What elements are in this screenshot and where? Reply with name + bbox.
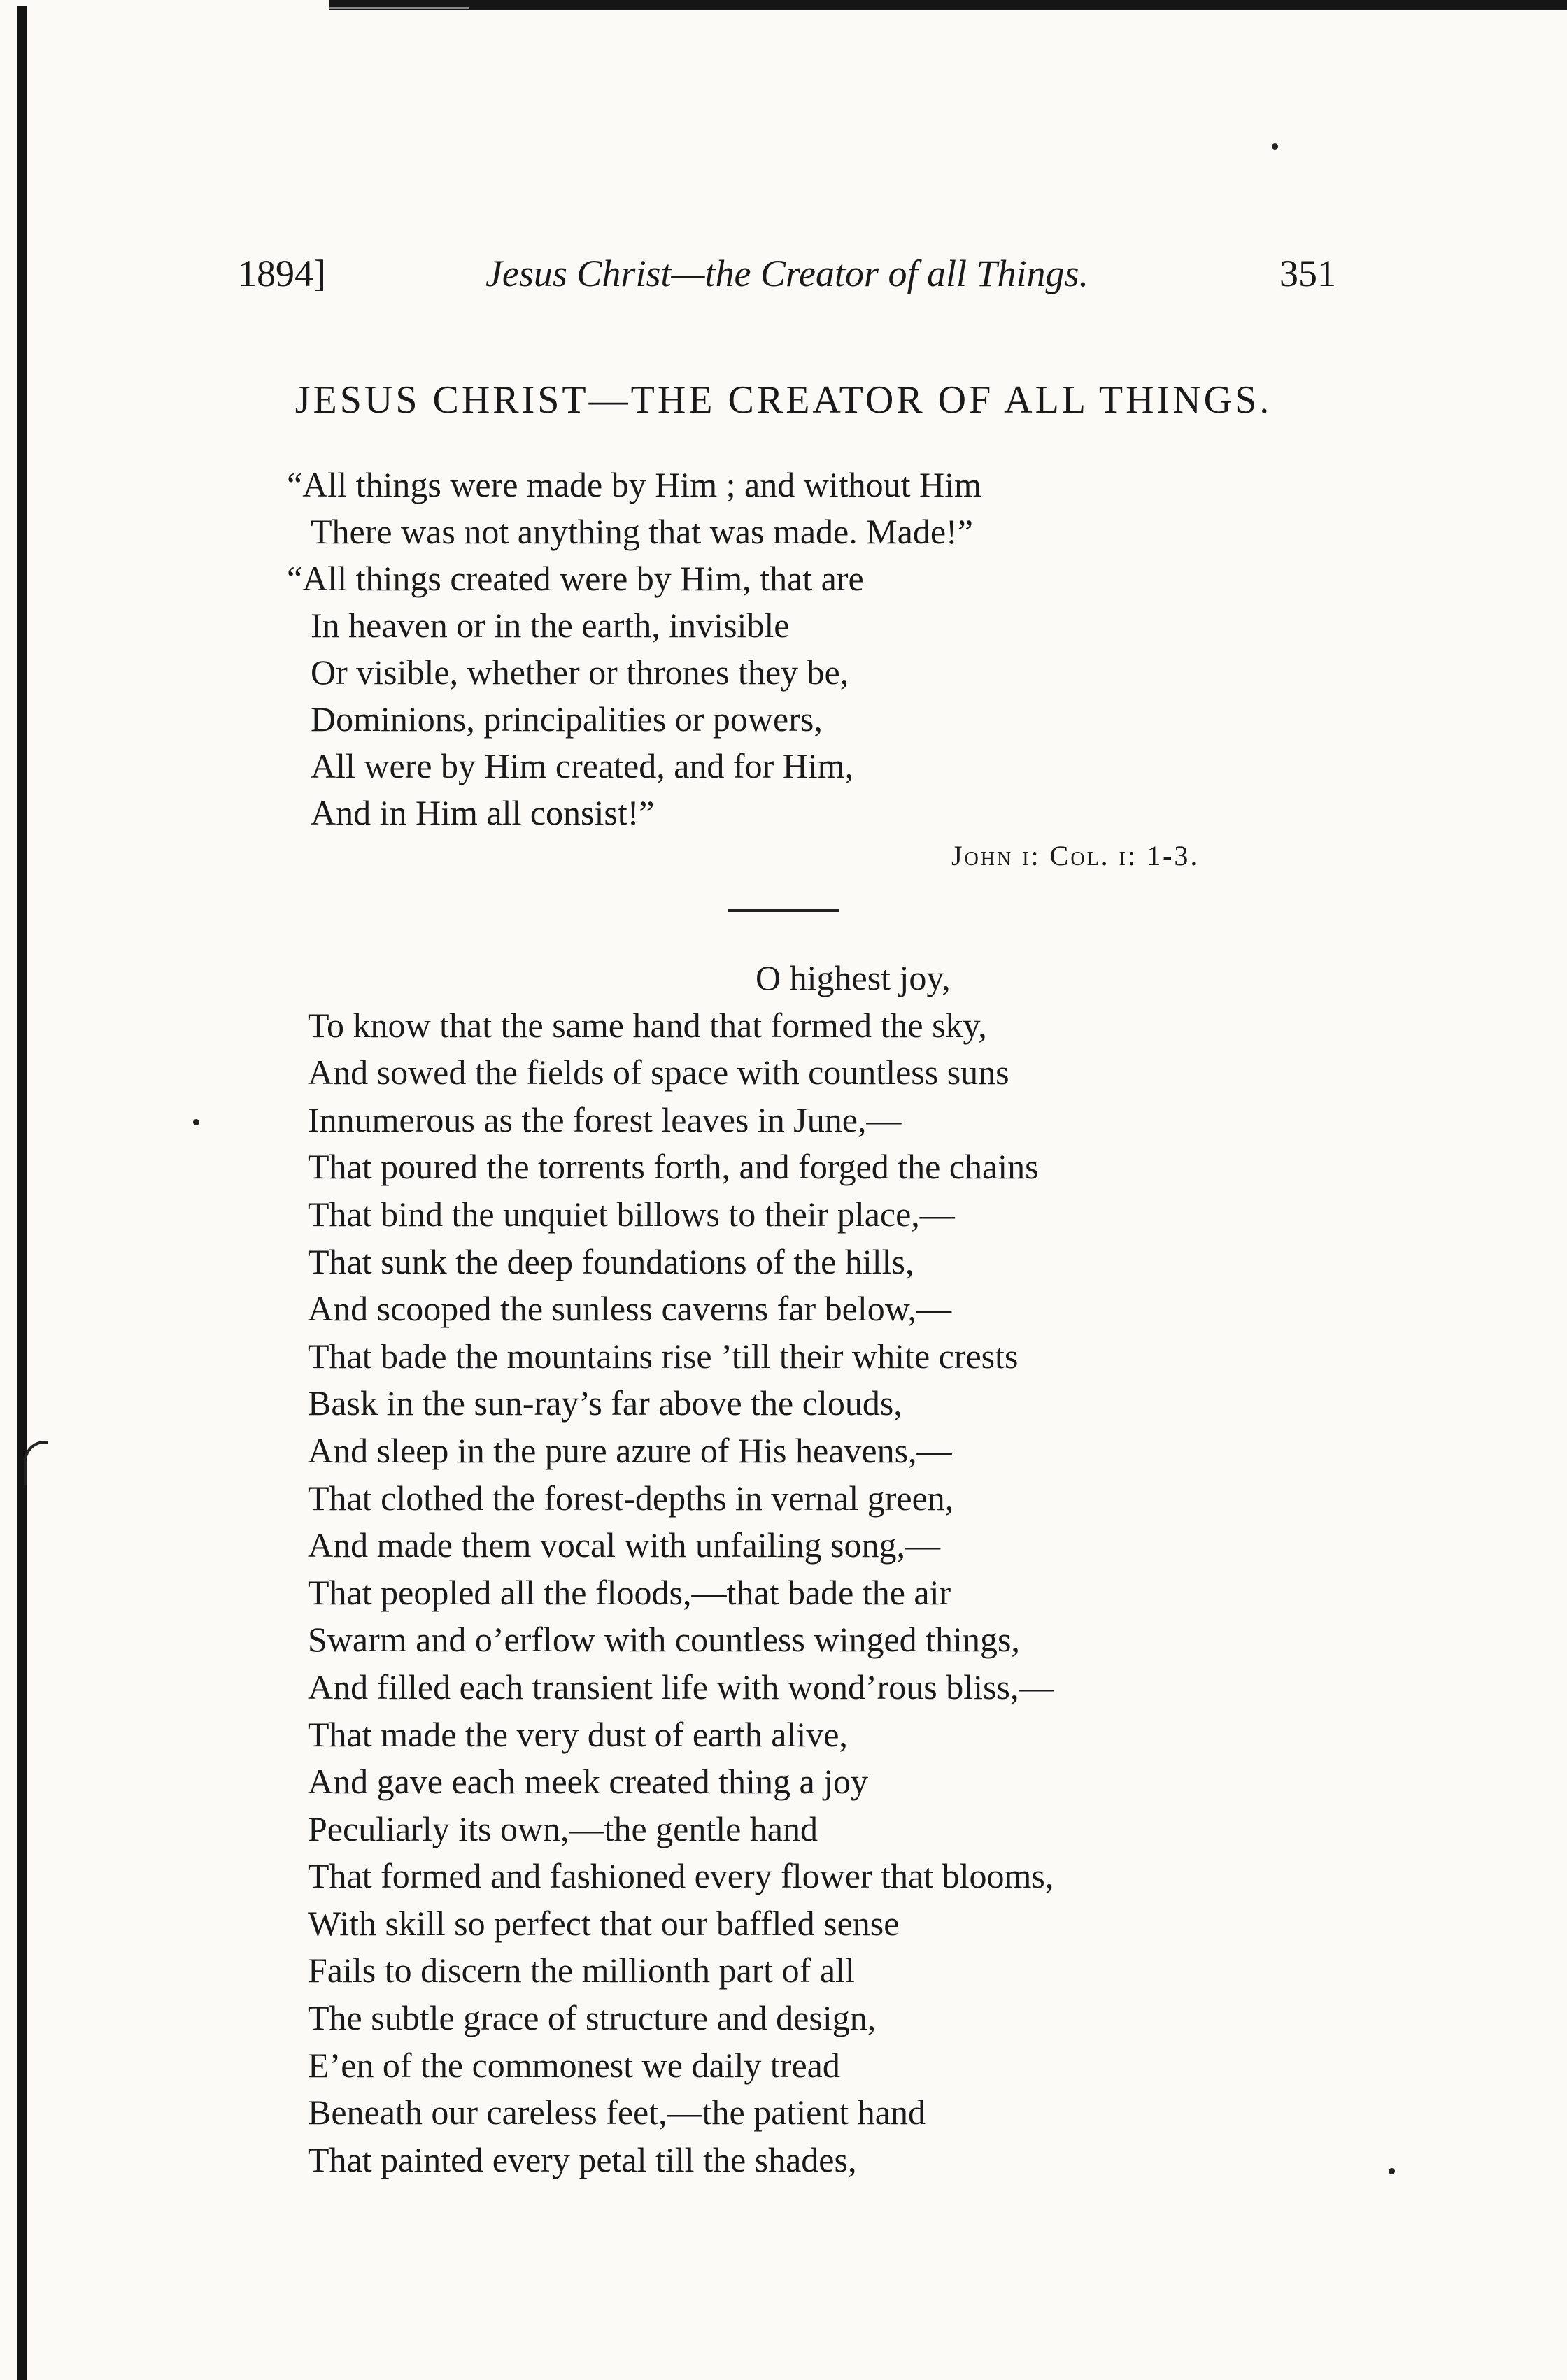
poem-line: And sleep in the pure azure of His heavens,— — [308, 1430, 952, 1470]
poem-line: That bade the mountains rise ’till their white crests — [308, 1336, 1019, 1376]
epigraph-line: There was not anything that was made. Made!” — [311, 512, 973, 551]
epigraph-line: “All things created were by Him, that are — [287, 559, 864, 598]
epigraph-citation: John i: Col. i: 1-3. — [951, 840, 1200, 871]
section-divider — [728, 909, 839, 912]
scan-edge-left — [17, 6, 27, 2380]
poem-line: And sowed the fields of space with countless suns — [308, 1053, 1009, 1092]
poem-line: And scooped the sunless caverns far below,— — [308, 1289, 952, 1329]
epigraph-line: All were by Him created, and for Him, — [311, 746, 854, 785]
page-number: 351 — [1279, 252, 1336, 294]
poem-line: Innumerous as the forest leaves in June,— — [308, 1099, 902, 1139]
poem-line: That painted every petal till the shades, — [308, 2139, 857, 2179]
epigraph-line: “All things were made by Him ; and without Him — [287, 465, 981, 504]
header-year: 1894] — [238, 252, 326, 294]
scan-speck — [1272, 143, 1278, 150]
poem-line: That poured the torrents forth, and forged the chains — [308, 1147, 1039, 1187]
scan-edge-top-thin — [329, 7, 469, 9]
poem-line: That sunk the deep foundations of the hills, — [308, 1241, 914, 1281]
poem-line: O highest joy, — [756, 958, 951, 997]
poem-line: Swarm and o’erflow with countless winged things, — [308, 1620, 1020, 1660]
running-header — [238, 252, 1336, 308]
poem-line: And made them vocal with unfailing song,— — [308, 1525, 941, 1565]
epigraph-line: Dominions, principalities or powers, — [311, 699, 823, 739]
scan-speck — [193, 1119, 199, 1125]
poem-line: And filled each transient life with wond’rous bliss,— — [308, 1667, 1054, 1706]
poem-line: E’en of the commonest we daily tread — [308, 2045, 840, 2085]
poem-body — [308, 955, 1054, 2183]
scan-edge-top — [329, 0, 1567, 10]
poem-line: Peculiarly its own,—the gentle hand — [308, 1809, 818, 1848]
epigraph-line: In heaven or in the earth, invisible — [311, 606, 790, 645]
poem-line: Bask in the sun-ray’s far above the clouds, — [308, 1383, 902, 1423]
poem-line: Fails to discern the millionth part of all — [308, 1951, 855, 1990]
scan-edge-mark — [24, 1441, 48, 1485]
poem-line: That made the very dust of earth alive, — [308, 1714, 848, 1754]
epigraph-line: And in Him all consist!” — [311, 793, 655, 832]
scan-speck — [1389, 2168, 1395, 2174]
poem-line: And gave each meek created thing a joy — [308, 1762, 869, 1802]
poem-line: That formed and fashioned every flower that blooms, — [308, 1856, 1054, 1896]
poem-line: With skill so perfect that our baffled sense — [308, 1903, 900, 1943]
poem-line: That peopled all the floods,—that bade the air — [308, 1572, 951, 1612]
epigraph-line: Or visible, whether or thrones they be, — [311, 653, 849, 692]
poem-line: That bind the unquiet billows to their place,— — [308, 1194, 955, 1234]
epigraph — [287, 462, 981, 836]
poem-line: The subtle grace of structure and design, — [308, 1998, 877, 2038]
poem-line: That clothed the forest-depths in vernal green, — [308, 1478, 954, 1518]
running-title: Jesus Christ—the Creator of all Things. — [485, 252, 1089, 294]
article-title: JESUS CHRIST—THE CREATOR OF ALL THINGS. — [295, 378, 1272, 422]
poem-line: To know that the same hand that formed the sky, — [308, 1005, 987, 1045]
poem-line: Beneath our careless feet,—the patient hand — [308, 2093, 926, 2132]
